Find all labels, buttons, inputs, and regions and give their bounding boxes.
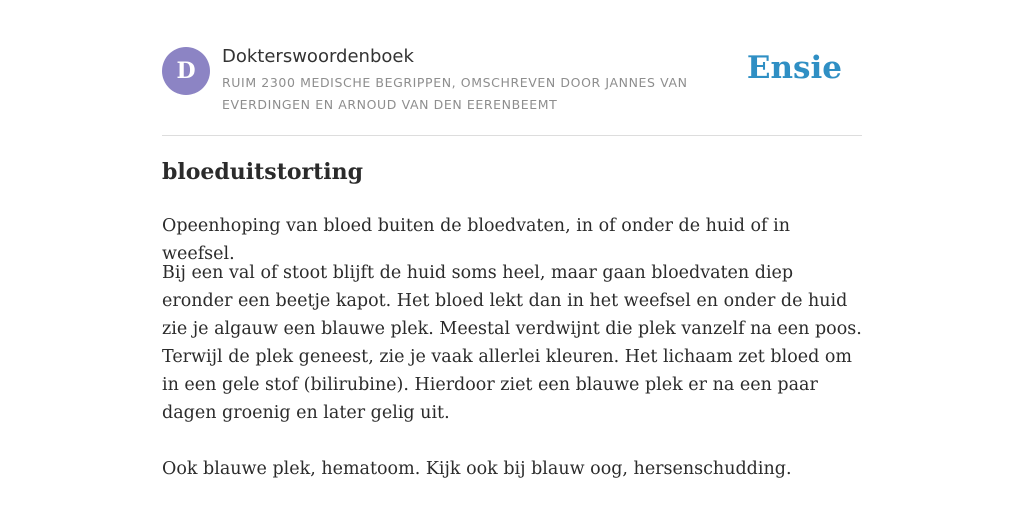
ensie-logo[interactable]: Ensie — [746, 50, 842, 86]
entry-definition: Opeenhoping van bloed buiten de bloedvaten, in of onder de huid of in weefsel. — [162, 216, 790, 264]
source-header — [162, 0, 862, 136]
entry-explanation: Bij een val of stoot blijft de huid soms heel, maar gaan bloedvaten diep eronder een beetje kapot. Het bloed lekt dan in het weefsel en onder de huid zie je algauw een blauwe plek. Meestal verdwijnt die plek vanzelf na een poos. Terwijl de plek geneest, zie je vaak allerlei kleuren. Het lichaam zet bloed om in een gele stof (bilirubine). Hierdoor ziet een blauwe plek er na een paar dagen groenig en later gelig uit. — [162, 263, 862, 423]
entry-see-also: Ook blauwe plek, hematoom. Kijk ook bij blauw oog, hersenschudding. — [162, 459, 792, 479]
source-avatar[interactable]: D — [162, 47, 210, 95]
source-title[interactable]: Dokterswoordenboek — [222, 46, 414, 67]
entry-term: bloeduitstorting — [162, 159, 364, 185]
source-subtitle: RUIM 2300 MEDISCHE BEGRIPPEN, OMSCHREVEN DOOR JANNES VAN EVERDINGEN EN ARNOUD VAN DEN EERENBEEMT — [222, 75, 688, 112]
page-content — [162, 0, 862, 512]
